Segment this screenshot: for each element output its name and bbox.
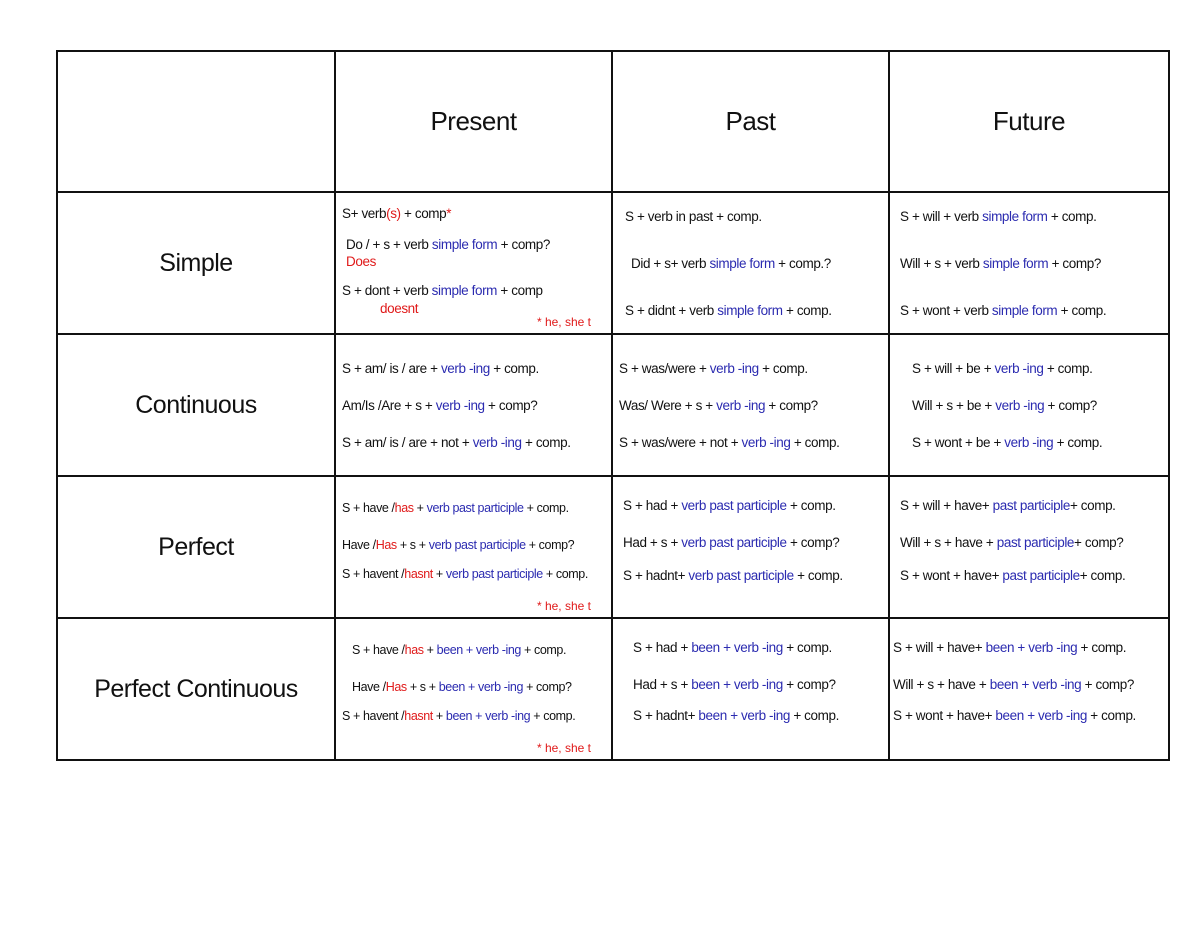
header-present: Present — [335, 51, 612, 192]
cell-simple-present — [335, 192, 612, 334]
header-row — [57, 51, 1169, 192]
cell-perfect-future — [889, 476, 1169, 618]
formula-line: Had + s + verb past participle + comp? — [623, 534, 840, 550]
header-past: Past — [612, 51, 889, 192]
formula-line: Have /Has + s + been + verb -ing + comp? — [352, 679, 572, 694]
corner-cell — [57, 51, 335, 192]
formula-line: Will + s + verb simple form + comp? — [900, 255, 1101, 271]
cell-perfect-continuous-future — [889, 618, 1169, 760]
cell-perfect-continuous-present — [335, 618, 612, 760]
row-label-perfect-continuous: Perfect Continuous — [57, 618, 335, 760]
formula-line: S + am/ is / are + verb -ing + comp. — [342, 360, 539, 376]
cell-continuous-past — [612, 334, 889, 476]
row-label-simple: Simple — [57, 192, 335, 334]
formula-line: S + hadnt+ verb past participle + comp. — [623, 567, 843, 583]
formula-line: S + have /has + verb past participle + comp. — [342, 500, 569, 515]
cell-perfect-continuous-past — [612, 618, 889, 760]
formula-line: S + was/were + not + verb -ing + comp. — [619, 434, 840, 450]
cell-continuous-future — [889, 334, 1169, 476]
formula-line: Will + s + be + verb -ing + comp? — [912, 397, 1097, 413]
row-label-perfect: Perfect — [57, 476, 335, 618]
row-continuous — [57, 334, 1169, 476]
note-he-she-it: * he, she t — [536, 315, 591, 329]
formula-line: S + had + been + verb -ing + comp. — [633, 639, 832, 655]
formula-line: S + had + verb past participle + comp. — [623, 497, 836, 513]
tense-table — [56, 50, 1170, 761]
formula-line: Am/Is /Are + s + verb -ing + comp? — [342, 397, 538, 413]
formula-line: S + wont + have+ been + verb -ing + comp. — [893, 707, 1136, 723]
cell-continuous-present — [335, 334, 612, 476]
formula-line: S + dont + verb simple form + comp — [342, 283, 543, 298]
formula-line: S + will + be + verb -ing + comp. — [912, 360, 1093, 376]
formula-line: S + hadnt+ been + verb -ing + comp. — [633, 707, 839, 723]
formula-line: S + will + have+ been + verb -ing + comp. — [893, 639, 1127, 655]
note-he-she-it: * he, she t — [536, 599, 591, 613]
formula-line: S+ verb(s) + comp* — [342, 206, 452, 221]
formula-line: S + didnt + verb simple form + comp. — [625, 302, 832, 318]
formula-line: Had + s + been + verb -ing + comp? — [633, 676, 836, 692]
cell-simple-past — [612, 192, 889, 334]
note-he-she-it: * he, she t — [536, 741, 591, 755]
cell-perfect-present — [335, 476, 612, 618]
cell-perfect-past — [612, 476, 889, 618]
variant-doesnt: doesnt — [380, 301, 419, 316]
formula-line: Was/ Were + s + verb -ing + comp? — [619, 397, 818, 413]
formula-line: S + will + verb simple form + comp. — [900, 208, 1097, 224]
formula-line: S + wont + have+ past participle+ comp. — [900, 567, 1126, 583]
row-perfect — [57, 476, 1169, 618]
formula-line: Do / + s + verb simple form + comp? — [346, 237, 550, 252]
formula-line: S + will + have+ past participle+ comp. — [900, 497, 1116, 513]
header-future: Future — [889, 51, 1169, 192]
variant-does: Does — [346, 254, 376, 269]
formula-line: S + wont + verb simple form + comp. — [900, 302, 1107, 318]
formula-line: Did + s+ verb simple form + comp.? — [631, 255, 831, 271]
formula-line: Will + s + have + been + verb -ing + comp? — [893, 676, 1134, 692]
formula-line: S + verb in past + comp. — [625, 208, 762, 224]
formula-line: S + havent /hasnt + been + verb -ing + comp. — [342, 708, 576, 723]
formula-line: S + am/ is / are + not + verb -ing + comp. — [342, 434, 571, 450]
cell-simple-future — [889, 192, 1169, 334]
formula-line: Will + s + have + past participle+ comp? — [900, 534, 1124, 550]
formula-line: S + have /has + been + verb -ing + comp. — [352, 642, 567, 657]
row-label-continuous: Continuous — [57, 334, 335, 476]
formula-line: S + havent /hasnt + verb past participle + comp. — [342, 566, 588, 581]
row-perfect-continuous — [57, 618, 1169, 760]
formula-line: S + wont + be + verb -ing + comp. — [912, 434, 1103, 450]
row-simple — [57, 192, 1169, 334]
formula-line: S + was/were + verb -ing + comp. — [619, 360, 808, 376]
formula-line: Have /Has + s + verb past participle + comp? — [342, 537, 575, 552]
